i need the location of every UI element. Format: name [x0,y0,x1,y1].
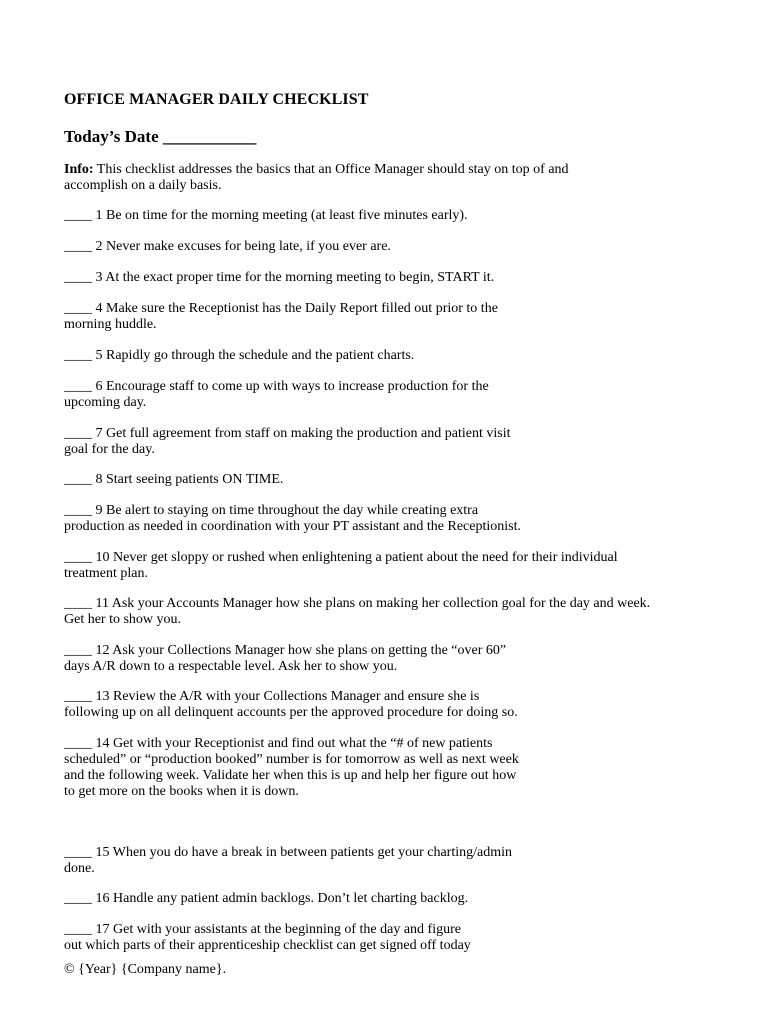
info-label: Info: [64,162,94,177]
checklist-item-17: ____ 17 Get with your assistants at the beginning of the day and figure out which parts of their apprenticeship checklist can get signed off today [64,922,471,953]
checklist-item-11: ____ 11 Ask your Accounts Manager how she plans on making her collection goal for the day and week. Get her to show you. [64,596,651,627]
checklist-item-2: ____ 2 Never make excuses for being late, if you ever are. [64,239,391,254]
checklist-item-6: ____ 6 Encourage staff to come up with ways to increase production for the upcoming day. [64,379,489,410]
checklist-item-4: ____ 4 Make sure the Receptionist has the Daily Report filled out prior to the morning huddle. [64,301,498,332]
checklist-item-1: ____ 1 Be on time for the morning meeting (at least five minutes early). [64,208,468,223]
checklist-item-15: ____ 15 When you do have a break in between patients get your charting/admin done. [64,845,512,876]
checklist-item-13: ____ 13 Review the A/R with your Collections Manager and ensure she is following up on all delinquent accounts per the approved procedure for doing so. [64,689,518,720]
checklist-item-8: ____ 8 Start seeing patients ON TIME. [64,472,284,487]
checklist-item-16: ____ 16 Handle any patient admin backlogs. Don’t let charting backlog. [64,891,469,906]
info-paragraph [64,162,569,194]
checklist-item-14: ____ 14 Get with your Receptionist and find out what the “# of new patients scheduled” or “production booked” number is for tomorrow as well as next week and the following week. Validate her when this is up and help her figure out how to get more on the books when it is down. [64,736,519,799]
checklist-item-3: ____ 3 At the exact proper time for the morning meeting to begin, START it. [64,270,495,285]
copyright-footer: © {Year} {Company name}. [64,962,227,977]
checklist-item-9: ____ 9 Be alert to staying on time throughout the day while creating extra production as needed in coordination with your PT assistant and the Receptionist. [64,503,521,534]
checklist-item-12: ____ 12 Ask your Collections Manager how she plans on getting the “over 60” days A/R down to a respectable level. Ask her to show you. [64,643,507,674]
checklist-item-10: ____ 10 Never get sloppy or rushed when enlightening a patient about the need for their individual treatment plan. [64,550,618,581]
checklist-item-5: ____ 5 Rapidly go through the schedule and the patient charts. [64,348,415,363]
document-title: OFFICE MANAGER DAILY CHECKLIST [64,91,369,108]
info-text: This checklist addresses the basics that an Office Manager should stay on top of and accomplish on a daily basis. [64,162,569,193]
todays-date-line: Today’s Date ___________ [64,127,257,146]
checklist-item-7: ____ 7 Get full agreement from staff on making the production and patient visit goal for the day. [64,426,511,457]
